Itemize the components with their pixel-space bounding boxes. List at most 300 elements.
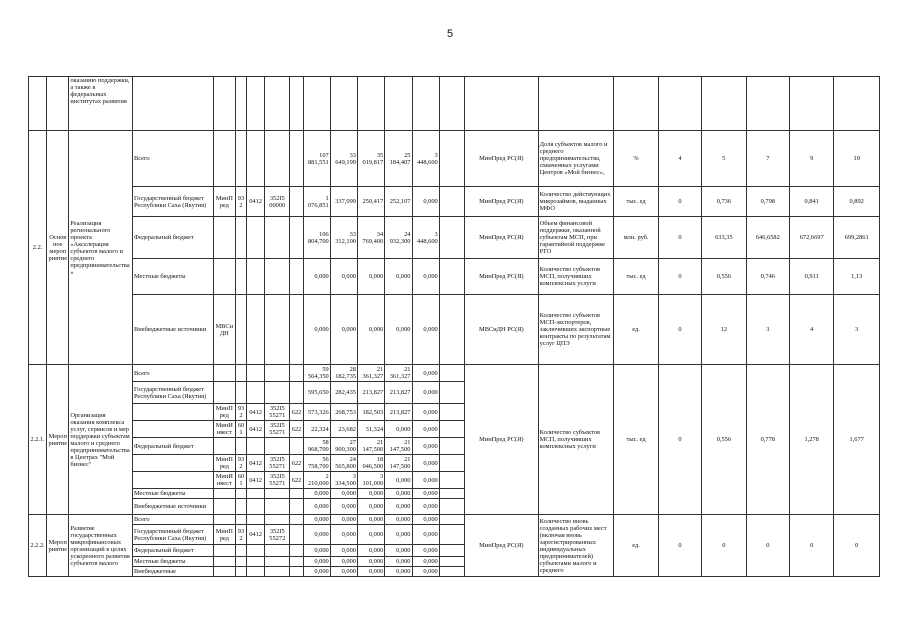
vr-code — [290, 295, 303, 365]
vr-code — [290, 438, 303, 455]
amount-value: 0,000 — [385, 567, 412, 577]
indicator-target: 10 — [834, 131, 880, 187]
csr-code — [265, 557, 290, 567]
csr-code — [265, 515, 290, 525]
funding-source — [132, 472, 213, 489]
amount-value — [439, 382, 464, 404]
grbs-code — [213, 131, 235, 187]
vr-code — [290, 217, 303, 259]
funding-source: Федеральный бюджет — [132, 545, 213, 557]
amount-value: 0,000 — [385, 499, 412, 515]
grbs-code — [213, 438, 235, 455]
vr-code — [290, 489, 303, 499]
csr-code: 352I5 55271 — [265, 472, 290, 489]
amount-value: 0,000 — [385, 259, 412, 295]
amount-value: 3 101,000 — [358, 472, 385, 489]
funding-source: Федеральный бюджет — [132, 217, 213, 259]
activity-title: Реализация регионального проекта «Акселерация субъектов малого и среднего предпринимательства» — [69, 131, 133, 365]
indicator-base: 0 — [658, 365, 701, 515]
table-row — [29, 131, 880, 187]
amount-value — [439, 499, 464, 515]
amount-value — [439, 455, 464, 472]
grbs-code — [213, 259, 235, 295]
amount-value — [439, 217, 464, 259]
amount-value: 2 210,000 — [303, 472, 330, 489]
pr-code: 0412 — [247, 421, 265, 438]
vr-code — [290, 259, 303, 295]
rz-code — [235, 217, 246, 259]
vr-code — [290, 515, 303, 525]
indicator-target: 7 — [746, 131, 789, 187]
amount-value: 0,000 — [358, 295, 385, 365]
table-row — [29, 515, 880, 525]
vr-code: 622 — [290, 455, 303, 472]
amount-value — [439, 131, 464, 187]
amount-value: 33 649,199 — [330, 131, 357, 187]
amount-value: 0,000 — [303, 545, 330, 557]
indicator-name: Количество действующих микрозаймов, выданных МФО — [538, 187, 614, 217]
csr-code: 352I5 00000 — [265, 187, 290, 217]
amount-value: 24 932,300 — [385, 217, 412, 259]
indicator-target: 0,778 — [746, 365, 789, 515]
indicator-name: Объем финансовой поддержки, оказанной субъектам МСП, при гарантийной поддержке РГО — [538, 217, 614, 259]
pr-code — [247, 499, 265, 515]
pr-code: 0412 — [247, 187, 265, 217]
activity-title: Организация оказания комплекса услуг, сервисов и мер поддержки субъектам малого и среднего предпринимательства в Центрах "Мой бизнес" — [69, 365, 133, 515]
amount-value: 0,000 — [330, 499, 357, 515]
rz-code — [235, 382, 246, 404]
amount-value: 0,000 — [412, 404, 439, 421]
amount-value: 0,000 — [385, 472, 412, 489]
pr-code — [247, 557, 265, 567]
rz-code: 932 — [235, 525, 246, 545]
grbs-code — [213, 382, 235, 404]
program-table — [28, 76, 880, 577]
amount-value: 24 565,800 — [330, 455, 357, 472]
activity-title: Развитие государственных микрофинансовых организаций в целях ускоренного развития субъектов малого — [69, 515, 133, 577]
indicator-base: 4 — [658, 131, 701, 187]
activity-code: 2.2.1. — [29, 365, 47, 515]
amount-value: 0,000 — [412, 455, 439, 472]
amount-value — [439, 472, 464, 489]
indicator-unit: тыс. ед — [614, 365, 658, 515]
indicator-target: 1,278 — [790, 365, 834, 515]
amount-value: 0,000 — [412, 472, 439, 489]
amount-value: 18 046,500 — [358, 455, 385, 472]
executor: МинПред РС(Я) — [464, 187, 538, 217]
funding-source: Местные бюджеты — [132, 489, 213, 499]
amount-value: 0,000 — [412, 187, 439, 217]
vr-code — [290, 365, 303, 382]
amount-value: 0,000 — [303, 295, 330, 365]
rz-code: 601 — [235, 472, 246, 489]
funding-source: Внебюджетные источники — [132, 295, 213, 365]
grbs-code: МинПред — [213, 404, 235, 421]
indicator-name: Количество субъектов МСП, получивших комплексных услуги — [538, 259, 614, 295]
pr-code — [247, 515, 265, 525]
vr-code: 622 — [290, 404, 303, 421]
amount-value: 0,000 — [385, 545, 412, 557]
amount-value: 0,000 — [385, 295, 412, 365]
vr-code — [290, 131, 303, 187]
grbs-code: МВСиДН — [213, 295, 235, 365]
pr-code: 0412 — [247, 404, 265, 421]
pr-code — [247, 438, 265, 455]
csr-code — [265, 438, 290, 455]
rz-code — [235, 545, 246, 557]
amount-value: 0,000 — [358, 515, 385, 525]
page-number: 5 — [447, 28, 454, 40]
amount-value: 0,000 — [412, 557, 439, 567]
amount-value: 31,324 — [358, 421, 385, 438]
indicator-target: 3 — [834, 295, 880, 365]
amount-value: 21 361,327 — [385, 365, 412, 382]
indicator-target: 0,736 — [702, 187, 746, 217]
csr-code — [265, 545, 290, 557]
vr-code — [290, 525, 303, 545]
amount-value: 0,000 — [330, 515, 357, 525]
grbs-code: МинПред — [213, 187, 235, 217]
amount-value: 21 147,500 — [358, 438, 385, 455]
rz-code — [235, 499, 246, 515]
rz-code — [235, 489, 246, 499]
table-row — [29, 217, 880, 259]
indicator-target: 12 — [702, 295, 746, 365]
indicator-target: 4 — [790, 295, 834, 365]
amount-value: 0,000 — [330, 567, 357, 577]
pr-code — [247, 382, 265, 404]
csr-code: 352I5 55272 — [265, 525, 290, 545]
executor: МинПред РС(Я) — [464, 217, 538, 259]
csr-code — [265, 259, 290, 295]
funding-source: Местные бюджеты — [132, 259, 213, 295]
vr-code — [290, 567, 303, 577]
amount-value — [439, 567, 464, 577]
indicator-target: 1,13 — [834, 259, 880, 295]
amount-value — [439, 545, 464, 557]
indicator-target: 646,6582 — [746, 217, 789, 259]
grbs-code — [213, 217, 235, 259]
executor: МинПред РС(Я) — [464, 259, 538, 295]
amount-value: 250,417 — [358, 187, 385, 217]
amount-value — [439, 515, 464, 525]
csr-code: 352I5 55271 — [265, 455, 290, 472]
table-row-intro — [29, 77, 880, 131]
amount-value: 58 968,700 — [303, 438, 330, 455]
rz-code — [235, 295, 246, 365]
amount-value: 182,503 — [358, 404, 385, 421]
grbs-code — [213, 489, 235, 499]
rz-code — [235, 259, 246, 295]
indicator-target: 0,746 — [746, 259, 789, 295]
funding-source: Государственный бюджет Республики Саха (Якутия) — [132, 525, 213, 545]
csr-code — [265, 382, 290, 404]
indicator-unit: тыс. ед — [614, 187, 658, 217]
indicator-target: 0 — [702, 515, 746, 577]
indicator-base: 0 — [658, 295, 701, 365]
amount-value: 21 147,500 — [385, 438, 412, 455]
amount-value — [439, 365, 464, 382]
pr-code — [247, 217, 265, 259]
indicator-target: 699,2861 — [834, 217, 880, 259]
amount-value: 573,326 — [303, 404, 330, 421]
amount-value: 3 448,600 — [412, 131, 439, 187]
indicator-target: 0,798 — [746, 187, 789, 217]
amount-value: 0,000 — [358, 259, 385, 295]
amount-value: 0,000 — [303, 525, 330, 545]
grbs-code — [213, 365, 235, 382]
amount-value: 0,000 — [330, 525, 357, 545]
funding-source: Местные бюджеты — [132, 557, 213, 567]
amount-value: 21 361,327 — [358, 365, 385, 382]
csr-code: 352I5 55271 — [265, 421, 290, 438]
amount-value: 0,000 — [412, 295, 439, 365]
amount-value: 0,000 — [412, 365, 439, 382]
amount-value: 0,000 — [358, 489, 385, 499]
grbs-code — [213, 545, 235, 557]
pr-code — [247, 365, 265, 382]
amount-value: 595,650 — [303, 382, 330, 404]
amount-value: 252,107 — [385, 187, 412, 217]
pr-code — [247, 489, 265, 499]
vr-code: 622 — [290, 472, 303, 489]
csr-code — [265, 567, 290, 577]
activity-kind: Мероприятие — [47, 365, 69, 515]
pr-code — [247, 567, 265, 577]
pr-code — [247, 131, 265, 187]
csr-code — [265, 295, 290, 365]
amount-value: 0,000 — [412, 567, 439, 577]
indicator-target: 0,911 — [790, 259, 834, 295]
csr-code — [265, 365, 290, 382]
amount-value: 213,827 — [385, 382, 412, 404]
funding-source: Всего — [132, 131, 213, 187]
amount-value: 213,827 — [358, 382, 385, 404]
indicator-target: 0 — [834, 515, 880, 577]
amount-value: 0,000 — [358, 567, 385, 577]
grbs-code: МинПред — [213, 525, 235, 545]
amount-value — [439, 259, 464, 295]
grbs-code — [213, 557, 235, 567]
grbs-code: МинИнвест — [213, 472, 235, 489]
amount-value: 0,000 — [385, 421, 412, 438]
executor: МинПред РС(Я) — [464, 365, 538, 515]
rz-code — [235, 515, 246, 525]
indicator-unit: млн. руб. — [614, 217, 658, 259]
indicator-target: 0 — [790, 515, 834, 577]
csr-code: 352I5 55271 — [265, 404, 290, 421]
amount-value: 0,000 — [412, 489, 439, 499]
executor: МВСиДН РС(Я) — [464, 295, 538, 365]
amount-value — [439, 421, 464, 438]
amount-value: 282,435 — [330, 382, 357, 404]
funding-source: Государственный бюджет Республики Саха (Якутия) — [132, 382, 213, 404]
amount-value: 27 900,300 — [330, 438, 357, 455]
amount-value: 34 769,400 — [358, 217, 385, 259]
amount-value: 0,000 — [412, 515, 439, 525]
grbs-code — [213, 567, 235, 577]
indicator-unit: тыс. ед — [614, 259, 658, 295]
grbs-code — [213, 515, 235, 525]
pr-code: 0412 — [247, 472, 265, 489]
activity-kind: Мероприятие — [47, 515, 69, 577]
amount-value: 3 448,600 — [412, 217, 439, 259]
grbs-code — [213, 499, 235, 515]
indicator-unit: % — [614, 131, 658, 187]
csr-code — [265, 131, 290, 187]
indicator-base: 0 — [658, 217, 701, 259]
vr-code: 622 — [290, 421, 303, 438]
rz-code: 932 — [235, 187, 246, 217]
pr-code — [247, 295, 265, 365]
amount-value — [439, 295, 464, 365]
vr-code — [290, 557, 303, 567]
funding-source — [132, 421, 213, 438]
indicator-target: 1,677 — [834, 365, 880, 515]
amount-value: 33 312,100 — [330, 217, 357, 259]
amount-value: 0,000 — [412, 382, 439, 404]
amount-value: 0,000 — [358, 545, 385, 557]
indicator-unit: ед. — [614, 295, 658, 365]
amount-value: 0,000 — [303, 499, 330, 515]
executor: МинПред РС(Я) — [464, 515, 538, 577]
amount-value: 1 076,851 — [303, 187, 330, 217]
amount-value: 59 564,350 — [303, 365, 330, 382]
amount-value: 0,000 — [412, 499, 439, 515]
vr-code — [290, 499, 303, 515]
vr-code — [290, 545, 303, 557]
amount-value: 3 334,500 — [330, 472, 357, 489]
vr-code — [290, 187, 303, 217]
cell-kind — [47, 77, 69, 131]
funding-source: Всего — [132, 365, 213, 382]
amount-value: 0,000 — [412, 421, 439, 438]
rz-code: 932 — [235, 404, 246, 421]
activity-code: 2.2. — [29, 131, 47, 365]
amount-value: 0,000 — [358, 499, 385, 515]
amount-value: 22,324 — [303, 421, 330, 438]
rz-code — [235, 131, 246, 187]
amount-value: 337,099 — [330, 187, 357, 217]
rz-code: 601 — [235, 421, 246, 438]
rz-code — [235, 557, 246, 567]
rz-code — [235, 438, 246, 455]
grbs-code: МинПред — [213, 455, 235, 472]
table-row — [29, 295, 880, 365]
amount-value: 0,000 — [330, 295, 357, 365]
amount-value: 0,000 — [412, 545, 439, 557]
amount-value: 0,000 — [412, 525, 439, 545]
indicator-target: 672,6697 — [790, 217, 834, 259]
amount-value: 0,000 — [330, 489, 357, 499]
table-row — [29, 187, 880, 217]
amount-value: 107 881,551 — [303, 131, 330, 187]
amount-value: 35 019,817 — [358, 131, 385, 187]
rz-code — [235, 365, 246, 382]
funding-source: Федеральный бюджет — [132, 438, 213, 455]
amount-value: 0,000 — [330, 557, 357, 567]
funding-source: Всего — [132, 515, 213, 525]
funding-source: Внебюджетные — [132, 567, 213, 577]
indicator-target: 0,841 — [790, 187, 834, 217]
csr-code — [265, 499, 290, 515]
amount-value: 0,000 — [412, 259, 439, 295]
activity-code: 2.2.2. — [29, 515, 47, 577]
csr-code — [265, 217, 290, 259]
amount-value — [439, 525, 464, 545]
amount-value: 0,000 — [303, 259, 330, 295]
intro-continuation-text: оказанию поддержки, а также в федеральных институтах развития — [69, 77, 133, 131]
indicator-target: 0,892 — [834, 187, 880, 217]
indicator-name: Доля субъектов малого и среднего предпринимательства, охваченных услугами Центров «Мой бизнес», — [538, 131, 614, 187]
amount-value — [439, 404, 464, 421]
amount-value: 0,000 — [358, 557, 385, 567]
funding-source: Государственный бюджет Республики Саха (Якутия) — [132, 187, 213, 217]
amount-value — [439, 187, 464, 217]
amount-value — [439, 489, 464, 499]
table-row — [29, 259, 880, 295]
activity-kind: Основное мероприятие — [47, 131, 69, 365]
indicator-name: Количество субъектов МСП, получивших комплексных услуги — [538, 365, 614, 515]
amount-value: 0,000 — [412, 438, 439, 455]
vr-code — [290, 382, 303, 404]
indicator-base: 0 — [658, 259, 701, 295]
indicator-name: Количество вновь созданных рабочих мест (включая вновь зарегистрированных индивидуальных предпринимателей) субъектами малого и среднего — [538, 515, 614, 577]
amount-value: 0,000 — [385, 525, 412, 545]
indicator-target: 5 — [702, 131, 746, 187]
amount-value: 0,000 — [385, 515, 412, 525]
indicator-base: 0 — [658, 187, 701, 217]
table-row — [29, 365, 880, 382]
grbs-code: МинИнвест — [213, 421, 235, 438]
indicator-target: 633,35 — [702, 217, 746, 259]
amount-value: 56 758,700 — [303, 455, 330, 472]
executor: МинПред РС(Я) — [464, 131, 538, 187]
rz-code — [235, 567, 246, 577]
amount-value: 25 184,407 — [385, 131, 412, 187]
csr-code — [265, 489, 290, 499]
rz-code: 932 — [235, 455, 246, 472]
pr-code: 0412 — [247, 455, 265, 472]
indicator-name: Количество субъектов МСП-экспортеров, заключивших экспортные контракты по результатам услуг ЦПЭ — [538, 295, 614, 365]
amount-value: 106 804,700 — [303, 217, 330, 259]
amount-value: 0,000 — [358, 525, 385, 545]
amount-value: 28 182,735 — [330, 365, 357, 382]
amount-value: 21 147,500 — [385, 455, 412, 472]
amount-value: 0,000 — [385, 557, 412, 567]
pr-code — [247, 259, 265, 295]
amount-value: 0,000 — [303, 567, 330, 577]
amount-value: 0,000 — [303, 489, 330, 499]
pr-code — [247, 545, 265, 557]
indicator-target: 3 — [746, 295, 789, 365]
amount-value: 0,000 — [330, 259, 357, 295]
funding-source — [132, 455, 213, 472]
indicator-target: 0,556 — [702, 365, 746, 515]
amount-value — [439, 438, 464, 455]
funding-source — [132, 404, 213, 421]
amount-value: 0,000 — [385, 489, 412, 499]
cell-code — [29, 77, 47, 131]
amount-value — [439, 557, 464, 567]
table-body — [29, 77, 880, 577]
amount-value: 0,000 — [330, 545, 357, 557]
funding-source: Внебюджетные источники — [132, 499, 213, 515]
pr-code: 0412 — [247, 525, 265, 545]
indicator-unit: ед. — [614, 515, 658, 577]
indicator-base: 0 — [658, 515, 701, 577]
program-table-container — [28, 76, 880, 577]
